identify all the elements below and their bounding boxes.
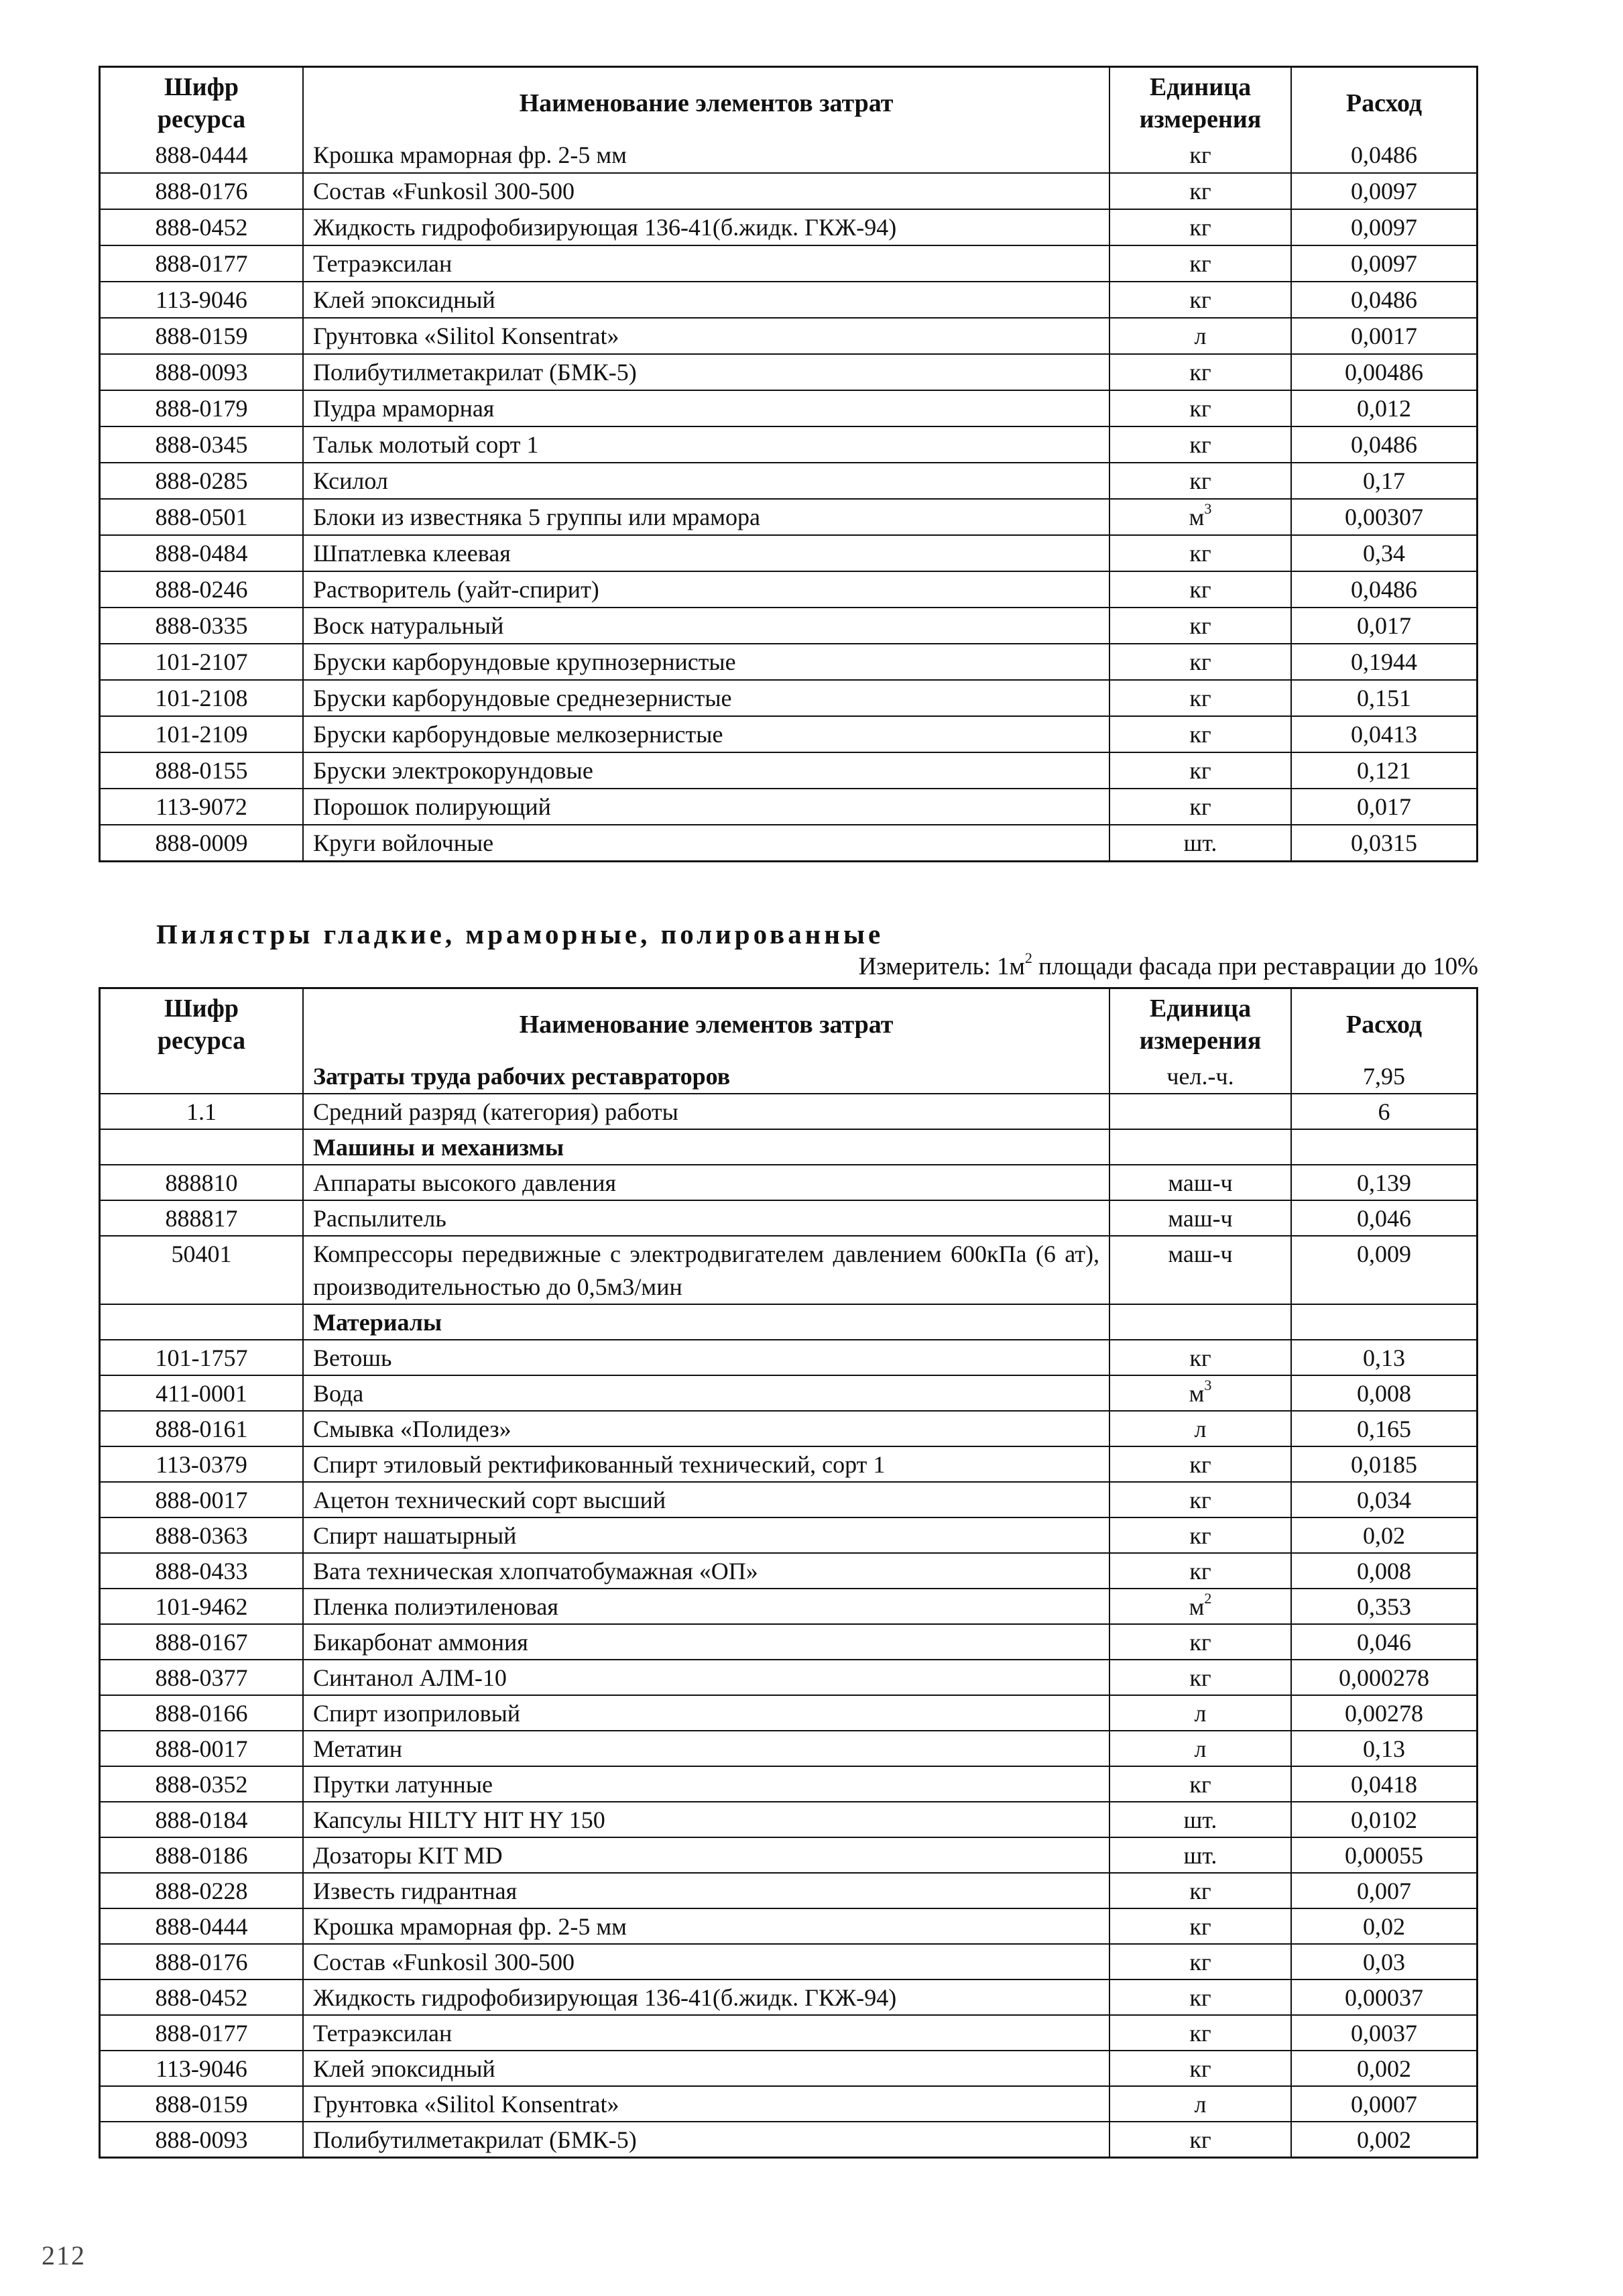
resource-code: 888-0228 (101, 1874, 304, 1908)
item-name: Клей эпоксидный (304, 282, 1110, 317)
amount: 0,0486 (1351, 286, 1417, 313)
resource-code: 888-0345 (101, 427, 304, 462)
amount: 0,165 (1357, 1416, 1411, 1442)
amount: 0,012 (1357, 395, 1411, 422)
table-row (101, 1837, 1476, 1872)
resource-code: 888817 (101, 1201, 304, 1235)
unit: кг (1110, 1447, 1292, 1481)
table-row (101, 1093, 1476, 1129)
item-name: Метатин (304, 1731, 1110, 1766)
section-title: Пилястры гладкие, мраморные, полированные (156, 919, 884, 950)
table-row (101, 715, 1476, 752)
table-row (101, 137, 1476, 172)
table-row (101, 1695, 1476, 1730)
amount: 0,0097 (1351, 178, 1417, 205)
unit: шт. (1110, 825, 1292, 860)
table-row (101, 2050, 1476, 2085)
item-name: Капсулы HILTY HIT HY 150 (304, 1802, 1110, 1837)
amount: 0,000278 (1339, 1664, 1429, 1691)
unit: шт. (1110, 1802, 1292, 1837)
table-row (101, 426, 1476, 462)
item-name: Спирт этиловый ректификованный технический, сорт 1 (304, 1447, 1110, 1481)
item-name: Бруски карборундовые крупнозернистые (304, 644, 1110, 679)
item-name: Вода (304, 1376, 1110, 1410)
table-row (101, 281, 1476, 317)
amount: 0,0097 (1351, 250, 1417, 277)
unit: кг (1110, 1874, 1292, 1908)
resource-code: 888-0363 (101, 1518, 304, 1552)
amount: 6 (1378, 1098, 1390, 1125)
amount: 0,0097 (1351, 214, 1417, 241)
amount: 0,007 (1357, 1878, 1411, 1904)
table-row (101, 1235, 1476, 1304)
table-row (101, 1766, 1476, 1801)
item-name: Бруски электрокорундовые (304, 753, 1110, 788)
amount: 0,00055 (1345, 1842, 1423, 1869)
table-header (101, 68, 1476, 137)
header-code: Шифр ресурса (101, 989, 304, 1059)
unit (1110, 1130, 1292, 1164)
amount: 0,034 (1357, 1487, 1411, 1513)
unit: кг (1110, 282, 1292, 317)
amount: 0,0017 (1351, 323, 1417, 349)
item-name: Тальк молотый сорт 1 (304, 427, 1110, 462)
amount: 0,002 (1357, 2126, 1411, 2153)
resource-code (101, 1059, 304, 1093)
table-row (101, 1552, 1476, 1588)
resource-code: 888-0009 (101, 825, 304, 860)
resource-code: 888-0093 (101, 355, 304, 390)
item-name: Полибутилметакрилат (БМК-5) (304, 2122, 1110, 2157)
unit: кг (1110, 246, 1292, 281)
unit: кг (1110, 2122, 1292, 2157)
amount: 0,02 (1363, 1522, 1405, 1549)
unit: кг (1110, 753, 1292, 788)
amount: 0,34 (1363, 540, 1405, 567)
resource-code: 888-0166 (101, 1696, 304, 1730)
resource-code: 101-1757 (101, 1340, 304, 1375)
resource-code: 888-0186 (101, 1838, 304, 1872)
item-name: Затраты труда рабочих реставраторов (304, 1059, 1110, 1093)
unit: кг (1110, 463, 1292, 498)
table-row (101, 679, 1476, 715)
amount: 0,17 (1363, 467, 1405, 494)
unit: шт. (1110, 1838, 1292, 1872)
item-name: Крошка мраморная фр. 2-5 мм (304, 1909, 1110, 1943)
item-name: Материалы (304, 1305, 1110, 1339)
table-row (101, 1623, 1476, 1659)
resource-code: 888-0484 (101, 536, 304, 571)
table-row (101, 1801, 1476, 1837)
header-unit: Единица измерения (1110, 68, 1292, 137)
resource-code: 888-0017 (101, 1731, 304, 1766)
table-row (101, 752, 1476, 788)
resource-code: 888-0452 (101, 210, 304, 245)
resource-code: 113-9046 (101, 2051, 304, 2085)
resource-code: 888-0161 (101, 1412, 304, 1446)
item-name: Пленка полиэтиленовая (304, 1589, 1110, 1623)
table-row (101, 1872, 1476, 1908)
unit: кг (1110, 391, 1292, 426)
resource-code: 888-0159 (101, 319, 304, 353)
unit: кг (1110, 536, 1292, 571)
resource-code: 888-0167 (101, 1625, 304, 1659)
table-row (101, 1517, 1476, 1552)
amount: 0,009 (1357, 1241, 1411, 1267)
table-row (101, 245, 1476, 281)
item-name: Порошок полирующий (304, 789, 1110, 824)
item-name: Синтанол АЛМ-10 (304, 1660, 1110, 1695)
unit: л (1110, 319, 1292, 353)
item-name: Бикарбонат аммония (304, 1625, 1110, 1659)
amount: 0,0418 (1351, 1771, 1417, 1798)
resource-code: 113-0379 (101, 1447, 304, 1481)
amount: 0,121 (1357, 757, 1411, 784)
resource-code: 888-0159 (101, 2087, 304, 2121)
section-row (101, 1129, 1476, 1164)
item-name: Ацетон технический сорт высший (304, 1483, 1110, 1517)
unit: чел.-ч. (1110, 1059, 1292, 1093)
amount: 0,02 (1363, 1913, 1405, 1940)
amount: 0,00037 (1345, 1984, 1423, 2011)
item-name: Ксилол (304, 463, 1110, 498)
item-name: Полибутилметакрилат (БМК-5) (304, 355, 1110, 390)
amount: 0,1944 (1351, 648, 1417, 675)
item-name: Компрессоры передвижные с электродвигателем давлением 600кПа (6 ат), производительностью до 0,5м3/мин (304, 1237, 1110, 1304)
table-row (101, 1200, 1476, 1235)
table-row (101, 788, 1476, 824)
unit: кг (1110, 137, 1292, 172)
unit: кг (1110, 355, 1292, 390)
item-name: Тетраэксилан (304, 246, 1110, 281)
item-name: Бруски карборундовые мелкозернистые (304, 717, 1110, 752)
item-name: Машины и механизмы (304, 1130, 1110, 1164)
item-name: Блоки из известняка 5 группы или мрамора (304, 500, 1110, 534)
table-row (101, 1588, 1476, 1623)
amount: 0,0037 (1351, 2020, 1417, 2047)
item-name: Крошка мраморная фр. 2-5 мм (304, 137, 1110, 172)
table-row (101, 317, 1476, 353)
table-row (101, 1375, 1476, 1410)
unit: кг (1110, 1767, 1292, 1801)
resource-code: 888-0177 (101, 246, 304, 281)
resource-code: 888-0377 (101, 1660, 304, 1695)
unit: кг (1110, 1909, 1292, 1943)
unit: кг (1110, 1483, 1292, 1517)
table-header (101, 989, 1476, 1059)
header-unit: Единица измерения (1110, 989, 1292, 1059)
resource-code: 50401 (101, 1237, 304, 1304)
amount: 0,008 (1357, 1558, 1411, 1585)
unit: кг (1110, 789, 1292, 824)
table-row (101, 643, 1476, 679)
amount: 0,008 (1357, 1380, 1411, 1407)
resource-code: 888-0433 (101, 1554, 304, 1588)
unit: $м^3$ (1110, 500, 1292, 534)
table-row (101, 1164, 1476, 1200)
resource-code: 888-0285 (101, 463, 304, 498)
item-name: Круги войлочные (304, 825, 1110, 860)
table-row (101, 1943, 1476, 1979)
amount: 0,13 (1363, 1344, 1405, 1371)
table-row (101, 1446, 1476, 1481)
unit: кг (1110, 2051, 1292, 2085)
table-body (101, 137, 1476, 860)
item-name: Пудра мраморная (304, 391, 1110, 426)
unit: кг (1110, 1518, 1292, 1552)
amount: 0,0102 (1351, 1806, 1417, 1833)
table-row (101, 1979, 1476, 2014)
unit: кг (1110, 174, 1292, 209)
item-name: Грунтовка «Silitol Konsentrat» (304, 2087, 1110, 2121)
resource-code: 1.1 (101, 1094, 304, 1129)
unit: кг (1110, 608, 1292, 643)
item-name: Жидкость гидрофобизирующая 136-41(б.жидк. ГКЖ-94) (304, 210, 1110, 245)
amount: 0,353 (1357, 1593, 1411, 1620)
meter-caption: Измеритель: $1м^2$ площади фасада при реставрации до 10% (858, 949, 1478, 980)
amount: 0,139 (1357, 1169, 1411, 1196)
amount: 0,0486 (1351, 431, 1417, 458)
header-amount: Расход (1345, 1011, 1423, 1039)
table-row (101, 462, 1476, 498)
resource-code (101, 1305, 304, 1339)
table-row (101, 571, 1476, 607)
resource-code: 888-0444 (101, 1909, 304, 1943)
section-row (101, 1059, 1476, 1093)
resource-code: 888-0452 (101, 1980, 304, 2014)
table-row (101, 172, 1476, 209)
amount: 7,95 (1363, 1063, 1405, 1090)
item-name: Грунтовка «Silitol Konsentrat» (304, 319, 1110, 353)
amount: 0,00486 (1345, 359, 1423, 386)
amount: 0,0486 (1351, 576, 1417, 603)
item-name: Клей эпоксидный (304, 2051, 1110, 2085)
resource-code: 113-9046 (101, 282, 304, 317)
amount: 0,017 (1357, 612, 1411, 639)
unit: кг (1110, 1660, 1292, 1695)
resource-code: 888-0246 (101, 572, 304, 607)
unit: кг (1110, 427, 1292, 462)
unit: кг (1110, 1980, 1292, 2014)
resource-code: 888-0501 (101, 500, 304, 534)
header-amount: Расход (1345, 89, 1423, 117)
table-row (101, 2014, 1476, 2050)
header-name: Наименование элементов затрат (304, 68, 1110, 137)
resource-code: 888-0093 (101, 2122, 304, 2157)
unit: маш-ч (1110, 1201, 1292, 1235)
amount: 0,0007 (1351, 2091, 1417, 2118)
unit: $м^3$ (1110, 1376, 1292, 1410)
amount: 0,0413 (1351, 721, 1417, 748)
resource-code: 113-9072 (101, 789, 304, 824)
table-row (101, 353, 1476, 390)
table-row (101, 1659, 1476, 1695)
unit: маш-ч (1110, 1237, 1292, 1304)
amount: 0,017 (1357, 793, 1411, 820)
table-body (101, 1059, 1476, 2157)
unit: $м^2$ (1110, 1589, 1292, 1623)
unit: кг (1110, 1554, 1292, 1588)
resource-code: 888-0177 (101, 2016, 304, 2050)
table-row (101, 1481, 1476, 1517)
unit: л (1110, 1696, 1292, 1730)
unit: кг (1110, 210, 1292, 245)
amount: 0,00307 (1345, 504, 1423, 530)
resource-code: 888-0176 (101, 174, 304, 209)
resource-code: 101-2107 (101, 644, 304, 679)
amount: 0,0185 (1351, 1451, 1417, 1478)
item-name: Прутки латунные (304, 1767, 1110, 1801)
table-row (101, 209, 1476, 245)
unit: маш-ч (1110, 1165, 1292, 1200)
resource-code: 411-0001 (101, 1376, 304, 1410)
item-name: Дозаторы KIT MD (304, 1838, 1110, 1872)
table-row (101, 1410, 1476, 1446)
resource-code: 888-0352 (101, 1767, 304, 1801)
resource-code: 888-0176 (101, 1945, 304, 1979)
item-name: Спирт изоприловый (304, 1696, 1110, 1730)
item-name: Спирт нашатырный (304, 1518, 1110, 1552)
amount: 0,002 (1357, 2055, 1411, 2082)
table-row (101, 607, 1476, 643)
item-name: Жидкость гидрофобизирующая 136-41(б.жидк. ГКЖ-94) (304, 1980, 1110, 2014)
resource-code: 888-0444 (101, 137, 304, 172)
unit: кг (1110, 572, 1292, 607)
unit (1110, 1094, 1292, 1129)
section-row (101, 1304, 1476, 1339)
table-row (101, 824, 1476, 860)
unit: л (1110, 1412, 1292, 1446)
unit: кг (1110, 681, 1292, 715)
item-name: Бруски карборундовые среднезернистые (304, 681, 1110, 715)
unit: кг (1110, 1625, 1292, 1659)
amount: 0,0315 (1351, 829, 1417, 856)
unit (1110, 1305, 1292, 1339)
item-name: Состав «Funkosil 300-500 (304, 1945, 1110, 1979)
amount: 0,151 (1357, 685, 1411, 711)
resource-code: 888-0017 (101, 1483, 304, 1517)
materials-table-2 (99, 987, 1478, 2159)
amount: 0,046 (1357, 1205, 1411, 1232)
item-name: Распылитель (304, 1201, 1110, 1235)
resource-code: 101-9462 (101, 1589, 304, 1623)
amount: 0,046 (1357, 1629, 1411, 1656)
item-name: Вата техническая хлопчатобумажная «ОП» (304, 1554, 1110, 1588)
unit: кг (1110, 1945, 1292, 1979)
item-name: Аппараты высокого давления (304, 1165, 1110, 1200)
table-row (101, 2085, 1476, 2121)
amount (1292, 1305, 1476, 1339)
resource-code: 888-0155 (101, 753, 304, 788)
item-name: Растворитель (уайт-спирит) (304, 572, 1110, 607)
item-name: Воск натуральный (304, 608, 1110, 643)
unit: кг (1110, 2016, 1292, 2050)
resource-code: 888-0179 (101, 391, 304, 426)
resource-code: 101-2108 (101, 681, 304, 715)
table-row (101, 390, 1476, 426)
table-row (101, 534, 1476, 571)
table-row (101, 1730, 1476, 1766)
amount: 0,0486 (1351, 141, 1417, 168)
item-name: Ветошь (304, 1340, 1110, 1375)
header-code: Шифр ресурса (101, 68, 304, 137)
table-row (101, 498, 1476, 534)
item-name: Средний разряд (категория) работы (304, 1094, 1110, 1129)
amount: 0,13 (1363, 1735, 1405, 1762)
page-number: 212 (42, 2240, 86, 2271)
unit: кг (1110, 717, 1292, 752)
item-name: Тетраэксилан (304, 2016, 1110, 2050)
item-name: Шпатлевка клеевая (304, 536, 1110, 571)
unit: кг (1110, 644, 1292, 679)
resource-code: 888-0335 (101, 608, 304, 643)
materials-table-1 (99, 66, 1478, 862)
unit: л (1110, 1731, 1292, 1766)
item-name: Известь гидрантная (304, 1874, 1110, 1908)
resource-code: 888810 (101, 1165, 304, 1200)
resource-code: 888-0184 (101, 1802, 304, 1837)
item-name: Смывка «Полидез» (304, 1412, 1110, 1446)
unit: кг (1110, 1340, 1292, 1375)
table-row (101, 1908, 1476, 1943)
header-name: Наименование элементов затрат (304, 989, 1110, 1059)
unit: л (1110, 2087, 1292, 2121)
item-name: Состав «Funkosil 300-500 (304, 174, 1110, 209)
amount: 0,03 (1363, 1949, 1405, 1975)
table-row (101, 1339, 1476, 1375)
resource-code (101, 1130, 304, 1164)
resource-code: 101-2109 (101, 717, 304, 752)
amount (1292, 1130, 1476, 1164)
amount: 0,00278 (1345, 1700, 1423, 1727)
table-row (101, 2121, 1476, 2157)
